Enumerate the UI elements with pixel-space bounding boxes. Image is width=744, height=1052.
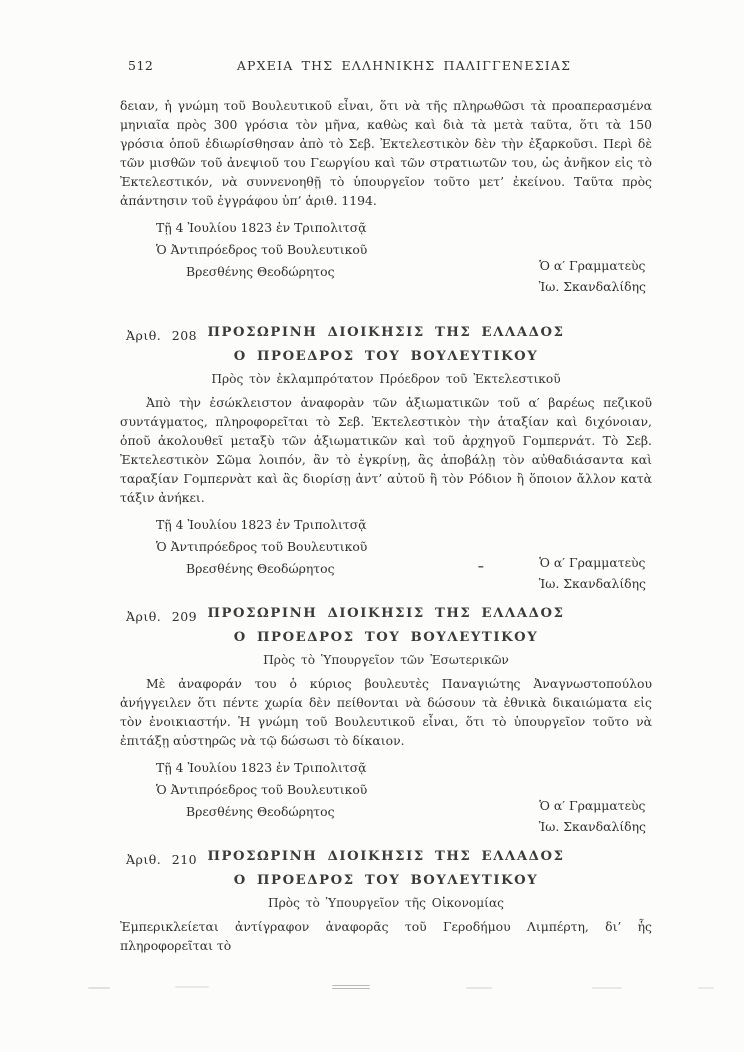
signature-right <box>539 795 646 837</box>
stray-dash-mark: – <box>477 558 484 573</box>
signature-role: Ὁ Ἀντιπρόεδρος τοῦ Βουλευτικοῦ <box>156 539 368 554</box>
scan-artifact <box>466 987 492 989</box>
section-body: Ἐμπερικλείεται ἀντίγραφον ἀναφορᾶς τοῦ Γεροδήμου Λιμπέρτη, δι’ ἧς πληροφορεῖται τὸ <box>120 919 652 953</box>
signature-date: Τῇ 4 Ἰουλίου 1823 ἐν Τριπολιτσᾷ <box>156 220 367 235</box>
secretary-role: Ὁ α′ Γραμματεὺς <box>539 258 646 273</box>
section-head <box>120 849 652 910</box>
signature-block <box>120 514 652 591</box>
signature-block <box>120 217 652 294</box>
section-addressee: Πρὸς τὸ Ὑπουργεῖον τῆς Οἰκονομίας <box>267 896 505 910</box>
scan-artifact-row <box>0 985 744 991</box>
signature-date: Τῇ 4 Ἰουλίου 1823 ἐν Τριπολιτσᾷ <box>156 760 367 775</box>
section-number: Ἀριθ. 209 <box>126 609 198 624</box>
section-body: Ἀπὸ τὴν ἐσώκλειστον ἀναφορὰν τῶν ἀξιωματικῶν τοῦ α′ βαρέως πεζικοῦ συντάγματος, πληροφορεῖται τὸ Σεβ. Ἐκτελεστικὸν τὴν ἀταξίαν καὶ διχόνοιαν, ὁποῦ ἀκολουθεῖ μεταξὺ τῶν ἀξιωματικῶν καὶ τοῦ ἀρχηγοῦ Γομπερνάτ. Τὸ Σεβ. Ἐκτελεστικὸν Σῶμα λοιπόν, ἂν τὸ ἐγκρίνῃ, ἂς ἀποβάλῃ τὸν αὐθαδιάσαντα καὶ ταραξίαν Γομπερνὰτ καὶ ἂς διορίσῃ ἀντ’ αὐτοῦ ἢ τὸν Ρόδιον ἢ ὅποιον ἄλλον κατὰ τάξιν ἀνήκει. <box>120 395 652 505</box>
secretary-name: Ἰω. Σκανδαλίδης <box>538 819 646 834</box>
signature-left <box>156 757 367 823</box>
text-column <box>120 58 652 955</box>
section-addressee: Πρὸς τὸ Ὑπουργεῖον τῶν Ἐσωτερικῶν <box>263 653 509 667</box>
running-title: ΑΡΧΕΙΑ ΤΗΣ ΕΛΛΗΝΙΚΗΣ ΠΑΛΙΓΓΕΝΕΣΙΑΣ <box>236 58 572 73</box>
scan-artifact <box>698 987 714 989</box>
scan-artifact <box>88 987 110 989</box>
page-number: 512 <box>128 58 154 73</box>
secretary-name: Ἰω. Σκανδαλίδης <box>538 576 646 591</box>
signature-name: Βρεσθένης Θεοδώρητος <box>186 561 335 576</box>
section-head <box>120 606 652 667</box>
intro-paragraph: δειαν, ἡ γνώμη τοῦ Βουλευτικοῦ εἶναι, ὅτι νὰ τῆς πληρωθῶσι τὰ προαπερασμένα μηνιαῖα πρὸς 300 γρόσια τὸν μῆνα, καθὼς καὶ διὰ τὰ μετὰ ταῦτα, ὅτι τὰ 150 γρόσια ὁποῦ ἐδιωρίσθησαν ἀπὸ τὸ Σεβ. Ἐκτελεστικὸν δὲν τὴν ἐξαρκοῦσι. Περὶ δὲ τῶν μισθῶν τοῦ ἀνεψιοῦ του Γεωργίου καὶ τῶν στρατιωτῶν του, ὡς ἀνῆκον εἰς τὸ Ἐκτελεστικόν, νὰ συννενοηθῇ τὸ ὑπουργεῖον τοῦτο μετ’ ἐκείνου. Ταῦτα πρὸς ἀπάντησιν τοῦ ἐγγράφου ὑπ’ ἀριθ. 1194. <box>120 98 652 208</box>
section-body: Μὲ ἀναφοράν του ὁ κύριος βουλευτὲς Παναγιώτης Ἀναγνωστοπούλου ἀνήγγειλεν ὅτι πέντε χωρία δὲν πείθονται νὰ δώσουν τὰ ἐθνικὰ δικαιώματα εἰς τὸν ἐνοικιαστήν. Ἡ γνώμη τοῦ Βουλευτικοῦ εἶναι, ὅτι τὸ ὑπουργεῖον τοῦτο νὰ ἐπιτάξῃ αὐστηρῶς νὰ τῷ δώσωσι τὸ δίκαιον. <box>120 676 652 748</box>
secretary-role: Ὁ α′ Γραμματεὺς <box>539 798 646 813</box>
document-section-208 <box>120 325 652 591</box>
section-number: Ἀριθ. 208 <box>126 328 198 343</box>
signature-block <box>120 757 652 834</box>
signature-role: Ὁ Ἀντιπρόεδρος τοῦ Βουλευτικοῦ <box>156 782 368 797</box>
secretary-name: Ἰω. Σκανδαλίδης <box>538 279 646 294</box>
section-title-main: ΠΡΟΣΩΡΙΝΗ ΔΙΟΙΚΗΣΙΣ ΤΗΣ ΕΛΛΑΔΟΣ <box>207 606 565 621</box>
signature-left <box>156 514 367 580</box>
section-title-sub: Ο ΠΡΟΕΔΡΟΣ ΤΟΥ ΒΟΥΛΕΥΤΙΚΟΥ <box>233 349 539 364</box>
document-section-210 <box>120 849 652 955</box>
section-title-main: ΠΡΟΣΩΡΙΝΗ ΔΙΟΙΚΗΣΙΣ ΤΗΣ ΕΛΛΑΔΟΣ <box>207 325 565 340</box>
signature-role: Ὁ Ἀντιπρόεδρος τοῦ Βουλευτικοῦ <box>156 242 368 257</box>
section-title-sub: Ο ΠΡΟΕΔΡΟΣ ΤΟΥ ΒΟΥΛΕΥΤΙΚΟΥ <box>233 873 539 888</box>
signature-right <box>539 552 646 594</box>
section-head <box>120 325 652 386</box>
signature-left <box>156 217 367 283</box>
document-section-209 <box>120 606 652 834</box>
section-number: Ἀριθ. 210 <box>126 852 198 867</box>
scan-artifact <box>592 987 622 989</box>
signature-name: Βρεσθένης Θεοδώρητος <box>186 804 335 819</box>
signature-name: Βρεσθένης Θεοδώρητος <box>186 264 335 279</box>
signature-right <box>539 255 646 297</box>
scan-artifact <box>175 986 209 988</box>
section-title-main: ΠΡΟΣΩΡΙΝΗ ΔΙΟΙΚΗΣΙΣ ΤΗΣ ΕΛΛΑΔΟΣ <box>207 849 565 864</box>
secretary-role: Ὁ α′ Γραμματεὺς <box>539 555 646 570</box>
signature-date: Τῇ 4 Ἰουλίου 1823 ἐν Τριπολιτσᾷ <box>156 517 367 532</box>
running-head <box>120 58 652 76</box>
scan-artifact <box>332 985 370 989</box>
section-addressee: Πρὸς τὸν ἐκλαμπρότατον Πρόεδρον τοῦ Ἐκτελεστικοῦ <box>211 372 561 386</box>
section-title-sub: Ο ΠΡΟΕΔΡΟΣ ΤΟΥ ΒΟΥΛΕΥΤΙΚΟΥ <box>233 630 539 645</box>
